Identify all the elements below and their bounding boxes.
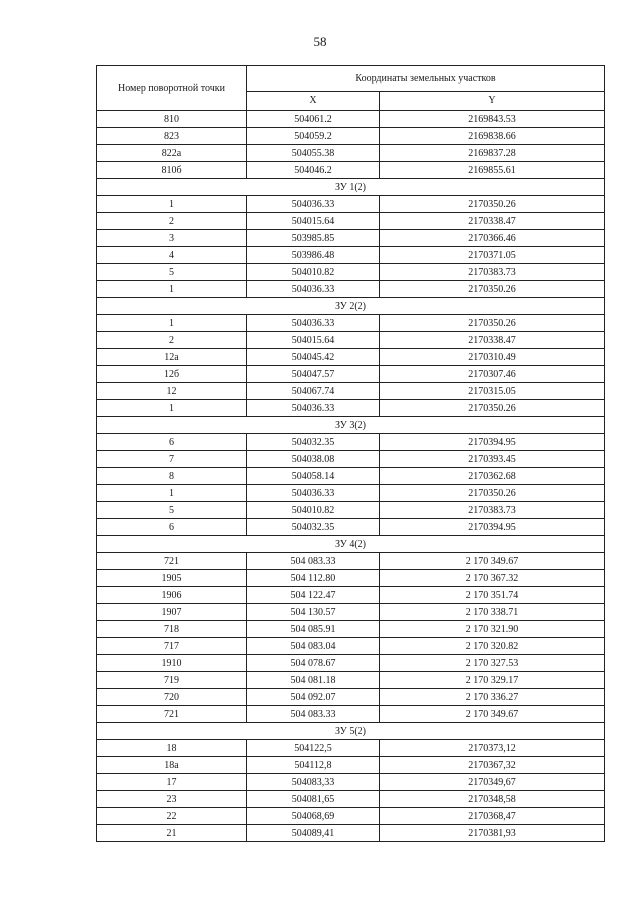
y-coordinate-cell: 2170393.45 — [380, 451, 605, 468]
header-coordinates: Координаты земельных участков — [247, 66, 605, 92]
point-number-cell: 12 — [97, 383, 247, 400]
table-row — [97, 264, 605, 281]
y-coordinate-cell: 2170350.26 — [380, 485, 605, 502]
y-coordinate-cell: 2 170 351.74 — [380, 587, 605, 604]
table-row — [97, 604, 605, 621]
page-number: 58 — [313, 34, 327, 49]
point-number-cell: 1907 — [97, 604, 247, 621]
x-coordinate-cell: 504122,5 — [247, 740, 380, 757]
table-row — [97, 587, 605, 604]
x-coordinate-cell: 504068,69 — [247, 808, 380, 825]
x-coordinate-cell: 504032.35 — [247, 519, 380, 536]
y-coordinate-cell: 2 170 349.67 — [380, 706, 605, 723]
table-row — [97, 825, 605, 842]
coordinates-table — [96, 65, 605, 842]
y-coordinate-cell: 2170368,47 — [380, 808, 605, 825]
y-coordinate-cell: 2170350.26 — [380, 281, 605, 298]
table-row — [97, 808, 605, 825]
y-coordinate-cell: 2 170 327.53 — [380, 655, 605, 672]
x-coordinate-cell: 504045.42 — [247, 349, 380, 366]
table-row — [97, 196, 605, 213]
table-row — [97, 706, 605, 723]
point-number-cell: 1906 — [97, 587, 247, 604]
y-coordinate-cell: 2170371.05 — [380, 247, 605, 264]
point-number-cell: 4 — [97, 247, 247, 264]
point-number-cell: 719 — [97, 672, 247, 689]
table-row — [97, 451, 605, 468]
table-row — [97, 689, 605, 706]
y-coordinate-cell: 2170307.46 — [380, 366, 605, 383]
x-coordinate-cell: 504032.35 — [247, 434, 380, 451]
section-label: ЗУ 1(2) — [97, 179, 605, 196]
section-row — [97, 417, 605, 434]
x-coordinate-cell: 504067.74 — [247, 383, 380, 400]
x-coordinate-cell: 504 130.57 — [247, 604, 380, 621]
point-number-cell: 721 — [97, 706, 247, 723]
x-coordinate-cell: 504059.2 — [247, 128, 380, 145]
point-number-cell: 23 — [97, 791, 247, 808]
section-row — [97, 298, 605, 315]
x-coordinate-cell: 504046.2 — [247, 162, 380, 179]
table-body — [97, 111, 605, 842]
y-coordinate-cell: 2 170 321.90 — [380, 621, 605, 638]
table-row — [97, 213, 605, 230]
header-y: Y — [380, 91, 605, 110]
y-coordinate-cell: 2170338.47 — [380, 332, 605, 349]
y-coordinate-cell: 2170338.47 — [380, 213, 605, 230]
y-coordinate-cell: 2 170 349.67 — [380, 553, 605, 570]
x-coordinate-cell: 504 085.91 — [247, 621, 380, 638]
point-number-cell: 2 — [97, 332, 247, 349]
y-coordinate-cell: 2170383.73 — [380, 502, 605, 519]
y-coordinate-cell: 2170315.05 — [380, 383, 605, 400]
x-coordinate-cell: 504010.82 — [247, 502, 380, 519]
table-row — [97, 230, 605, 247]
point-number-cell: 17 — [97, 774, 247, 791]
table-row — [97, 621, 605, 638]
table-row — [97, 672, 605, 689]
point-number-cell: 1905 — [97, 570, 247, 587]
point-number-cell: 720 — [97, 689, 247, 706]
table-row — [97, 366, 605, 383]
y-coordinate-cell: 2169838.66 — [380, 128, 605, 145]
table-row — [97, 281, 605, 298]
table-row — [97, 247, 605, 264]
x-coordinate-cell: 504036.33 — [247, 400, 380, 417]
point-number-cell: 21 — [97, 825, 247, 842]
y-coordinate-cell: 2170350.26 — [380, 196, 605, 213]
x-coordinate-cell: 504 092.07 — [247, 689, 380, 706]
x-coordinate-cell: 504055.38 — [247, 145, 380, 162]
x-coordinate-cell: 504036.33 — [247, 485, 380, 502]
point-number-cell: 18 — [97, 740, 247, 757]
x-coordinate-cell: 504083,33 — [247, 774, 380, 791]
point-number-cell: 1 — [97, 400, 247, 417]
y-coordinate-cell: 2170381,93 — [380, 825, 605, 842]
point-number-cell: 12а — [97, 349, 247, 366]
table-row — [97, 383, 605, 400]
y-coordinate-cell: 2 170 320.82 — [380, 638, 605, 655]
x-coordinate-cell: 504058.14 — [247, 468, 380, 485]
y-coordinate-cell: 2 170 336.27 — [380, 689, 605, 706]
table-row — [97, 400, 605, 417]
y-coordinate-cell: 2 170 329.17 — [380, 672, 605, 689]
x-coordinate-cell: 504081,65 — [247, 791, 380, 808]
table-row — [97, 128, 605, 145]
table-row — [97, 502, 605, 519]
x-coordinate-cell: 504036.33 — [247, 196, 380, 213]
point-number-cell: 6 — [97, 434, 247, 451]
table-row — [97, 162, 605, 179]
point-number-cell: 721 — [97, 553, 247, 570]
section-row — [97, 723, 605, 740]
x-coordinate-cell: 504015.64 — [247, 332, 380, 349]
x-coordinate-cell: 504112,8 — [247, 757, 380, 774]
point-number-cell: 823 — [97, 128, 247, 145]
point-number-cell: 822а — [97, 145, 247, 162]
x-coordinate-cell: 504036.33 — [247, 281, 380, 298]
x-coordinate-cell: 504 083.04 — [247, 638, 380, 655]
table-row — [97, 570, 605, 587]
point-number-cell: 12б — [97, 366, 247, 383]
y-coordinate-cell: 2170348,58 — [380, 791, 605, 808]
table-row — [97, 485, 605, 502]
x-coordinate-cell: 504 112.80 — [247, 570, 380, 587]
point-number-cell: 8 — [97, 468, 247, 485]
point-number-cell: 5 — [97, 264, 247, 281]
table-row — [97, 332, 605, 349]
point-number-cell: 810 — [97, 111, 247, 128]
x-coordinate-cell: 504 083.33 — [247, 706, 380, 723]
table-row — [97, 740, 605, 757]
y-coordinate-cell: 2169855.61 — [380, 162, 605, 179]
point-number-cell: 5 — [97, 502, 247, 519]
point-number-cell: 810б — [97, 162, 247, 179]
x-coordinate-cell: 504047.57 — [247, 366, 380, 383]
table-row — [97, 553, 605, 570]
y-coordinate-cell: 2170350.26 — [380, 400, 605, 417]
table-row — [97, 757, 605, 774]
point-number-cell: 717 — [97, 638, 247, 655]
x-coordinate-cell: 503985.85 — [247, 230, 380, 247]
point-number-cell: 1 — [97, 315, 247, 332]
table-row — [97, 434, 605, 451]
section-row — [97, 536, 605, 553]
y-coordinate-cell: 2 170 367.32 — [380, 570, 605, 587]
y-coordinate-cell: 2170394.95 — [380, 434, 605, 451]
y-coordinate-cell: 2169843.53 — [380, 111, 605, 128]
x-coordinate-cell: 504 078.67 — [247, 655, 380, 672]
point-number-cell: 1 — [97, 281, 247, 298]
point-number-cell: 18а — [97, 757, 247, 774]
header-point-number: Номер поворотной точки — [97, 66, 247, 111]
table-row — [97, 468, 605, 485]
y-coordinate-cell: 2170350.26 — [380, 315, 605, 332]
table-row — [97, 638, 605, 655]
x-coordinate-cell: 504089,41 — [247, 825, 380, 842]
y-coordinate-cell: 2170310.49 — [380, 349, 605, 366]
x-coordinate-cell: 504036.33 — [247, 315, 380, 332]
point-number-cell: 22 — [97, 808, 247, 825]
point-number-cell: 7 — [97, 451, 247, 468]
point-number-cell: 1 — [97, 196, 247, 213]
y-coordinate-cell: 2 170 338.71 — [380, 604, 605, 621]
y-coordinate-cell: 2170366.46 — [380, 230, 605, 247]
x-coordinate-cell: 504 122.47 — [247, 587, 380, 604]
point-number-cell: 6 — [97, 519, 247, 536]
x-coordinate-cell: 504061.2 — [247, 111, 380, 128]
table-row — [97, 349, 605, 366]
section-row — [97, 179, 605, 196]
y-coordinate-cell: 2170367,32 — [380, 757, 605, 774]
y-coordinate-cell: 2170394.95 — [380, 519, 605, 536]
point-number-cell: 1910 — [97, 655, 247, 672]
x-coordinate-cell: 504010.82 — [247, 264, 380, 281]
x-coordinate-cell: 504 083.33 — [247, 553, 380, 570]
table-row — [97, 655, 605, 672]
table-row — [97, 519, 605, 536]
x-coordinate-cell: 503986.48 — [247, 247, 380, 264]
section-label: ЗУ 4(2) — [97, 536, 605, 553]
table-row — [97, 791, 605, 808]
point-number-cell: 3 — [97, 230, 247, 247]
table-row — [97, 774, 605, 791]
section-label: ЗУ 2(2) — [97, 298, 605, 315]
section-label: ЗУ 5(2) — [97, 723, 605, 740]
point-number-cell: 1 — [97, 485, 247, 502]
y-coordinate-cell: 2170349,67 — [380, 774, 605, 791]
point-number-cell: 718 — [97, 621, 247, 638]
table-row — [97, 315, 605, 332]
header-x: X — [247, 91, 380, 110]
section-label: ЗУ 3(2) — [97, 417, 605, 434]
x-coordinate-cell: 504 081.18 — [247, 672, 380, 689]
point-number-cell: 2 — [97, 213, 247, 230]
y-coordinate-cell: 2170373,12 — [380, 740, 605, 757]
y-coordinate-cell: 2170362.68 — [380, 468, 605, 485]
table-row — [97, 145, 605, 162]
table-row — [97, 111, 605, 128]
x-coordinate-cell: 504015.64 — [247, 213, 380, 230]
y-coordinate-cell: 2170383.73 — [380, 264, 605, 281]
x-coordinate-cell: 504038.08 — [247, 451, 380, 468]
y-coordinate-cell: 2169837.28 — [380, 145, 605, 162]
